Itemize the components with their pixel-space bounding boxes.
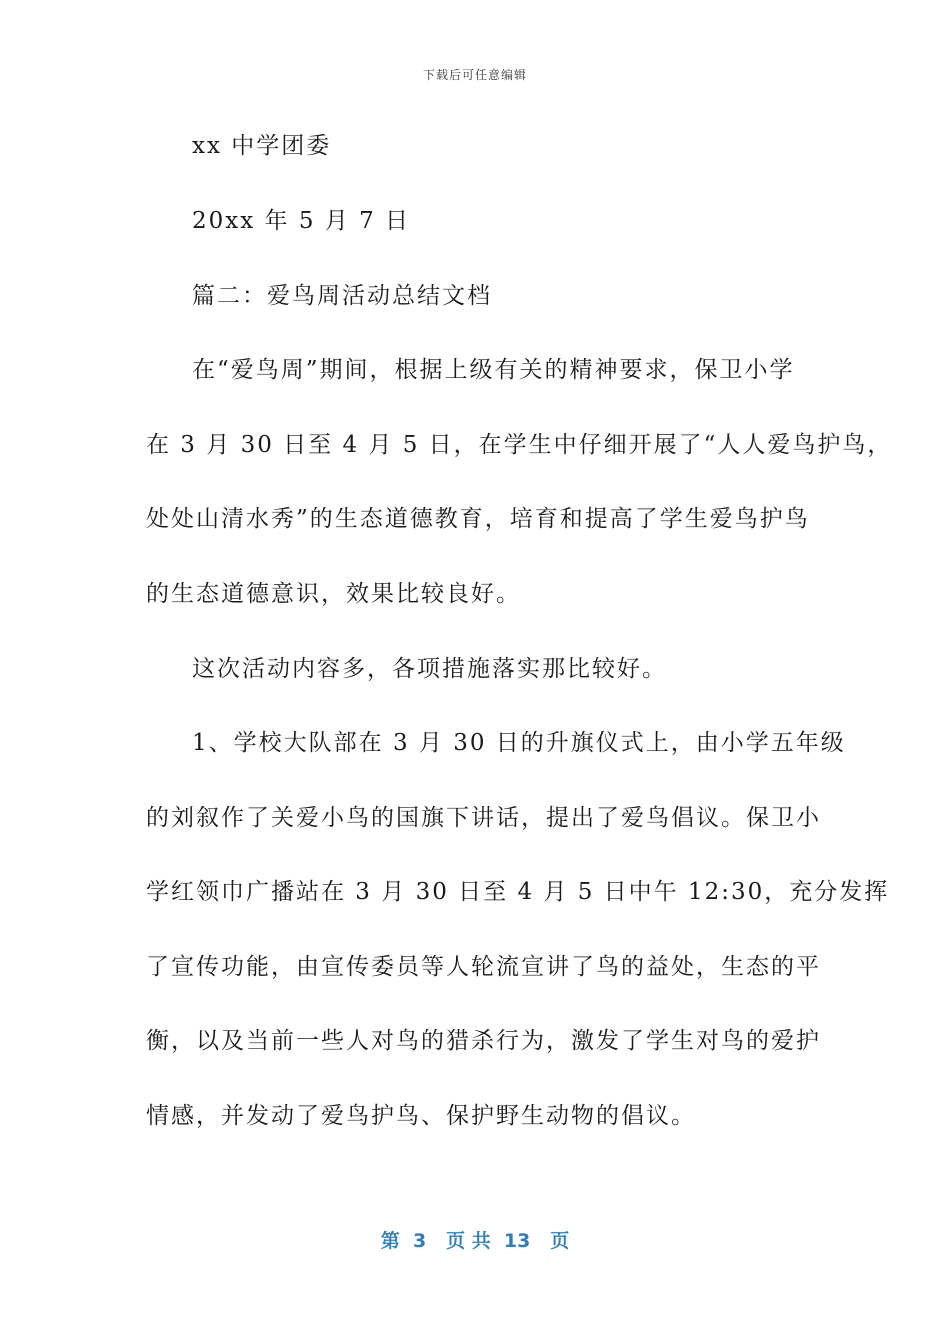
paragraph-line: 处处山清水秀”的生态道德教育，培育和提高了学生爱鸟护鸟 bbox=[146, 506, 810, 532]
paragraph-line: 的生态道德意识，效果比较良好。 bbox=[146, 581, 521, 607]
paragraph-line: 1、学校大队部在 3 月 30 日的升旗仪式上，由小学五年级 bbox=[192, 730, 846, 756]
section-heading: 篇二：爱鸟周活动总结文档 bbox=[192, 283, 492, 309]
page-number-footer: 第 3 页 共 13 页 bbox=[380, 1230, 570, 1252]
paragraph-line: 情感，并发动了爱鸟护鸟、保护野生动物的倡议。 bbox=[146, 1103, 696, 1129]
header-note: 下载后可任意编辑 bbox=[422, 68, 527, 82]
paragraph-line: 衡，以及当前一些人对鸟的猎杀行为，激发了学生对鸟的爱护 bbox=[146, 1028, 821, 1054]
paragraph-line: 了宣传功能，由宣传委员等人轮流宣讲了鸟的益处，生态的平 bbox=[146, 954, 821, 980]
paragraph-line: 在 3 月 30 日至 4 月 5 日，在学生中仔细开展了“人人爱鸟护鸟， bbox=[146, 432, 893, 458]
signature-date: 20xx 年 5 月 7 日 bbox=[192, 208, 411, 234]
paragraph-line: 在“爱鸟周”期间，根据上级有关的精神要求，保卫小学 bbox=[192, 357, 795, 383]
paragraph-line: 学红领巾广播站在 3 月 30 日至 4 月 5 日中午 12:30，充分发挥 bbox=[146, 879, 890, 905]
paragraph-line: 这次活动内容多，各项措施落实那比较好。 bbox=[192, 656, 667, 682]
paragraph-line: 的刘叙作了关爱小鸟的国旗下讲话，提出了爱鸟倡议。保卫小 bbox=[146, 805, 821, 831]
signature-org: xx 中学团委 bbox=[192, 133, 332, 159]
